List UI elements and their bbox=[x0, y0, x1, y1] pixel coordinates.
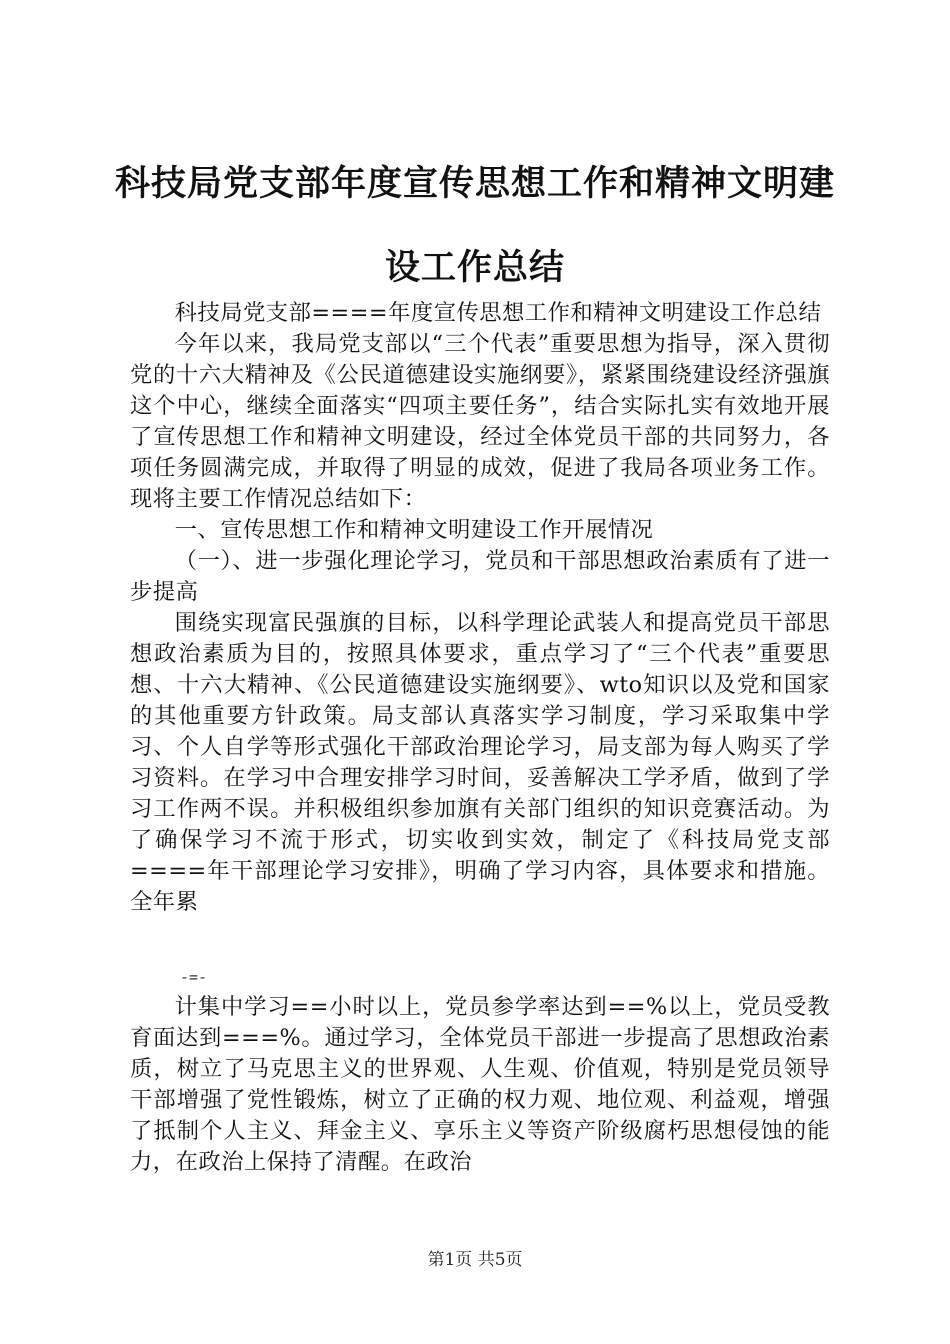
paragraph-intro: 今年以来，我局党支部以“三个代表”重要思想为指导，深入贯彻党的十六大精神及《公民道德建设实施纲要》，紧紧围绕建设经济强旗这个中心，继续全面落实“四项主要任务”，结合实际扎实有效地开展了宣传思想工作和精神文明建设，经过全体党员干部的共同努力，各项任务圆满完成，并取得了明显的成效，促进了我局各项业务工作。现将主要工作情况总结如下： bbox=[130, 331, 830, 512]
document-body-continued bbox=[130, 992, 830, 1178]
document-body bbox=[130, 298, 830, 918]
section-heading: 一、宣传思想工作和精神文明建设工作开展情况 bbox=[174, 517, 654, 543]
paragraph-heading: 科技局党支部====年度宣传思想工作和精神文明建设工作总结 bbox=[174, 300, 822, 326]
page-separator: -=- bbox=[180, 968, 208, 986]
page-footer: 第1页 共5页 bbox=[427, 1250, 523, 1270]
document-title-line-1: 科技局党支部年度宣传思想工作和精神文明建 bbox=[114, 164, 835, 204]
document-title-line-2: 设工作总结 bbox=[384, 248, 565, 288]
paragraph-study: 围绕实现富民强旗的目标，以科学理论武装人和提高党员干部思想政治素质为目的，按照具体要求，重点学习了“三个代表”重要思想、十六大精神、《公民道德建设实施纲要》、wto知识以及党和国家的其他重要方针政策。局支部认真落实学习制度，学习采取集中学习、个人自学等形式强化干部政治理论学习，局支部为每人购买了学习资料。在学习中合理安排学习时间，妥善解决工学矛盾，做到了学习工作两不误。并积极组织参加旗有关部门组织的知识竞赛活动。为了确保学习不流于形式，切实收到实效，制定了《科技局党支部====年干部理论学习安排》，明确了学习内容，具体要求和措施。全年累 bbox=[130, 610, 830, 915]
subsection-heading: （一）、进一步强化理论学习，党员和干部思想政治素质有了进一步提高 bbox=[130, 548, 830, 605]
paragraph-continued: 计集中学习==小时以上，党员参学率达到==%以上，党员受教育面达到===%。通过学习，全体党员干部进一步提高了思想政治素质，树立了马克思主义的世界观、人生观、价值观，特别是党员领导干部增强了党性锻炼，树立了正确的权力观、地位观、利益观，增强了抵制个人主义、拜金主义、享乐主义等资产阶级腐朽思想侵蚀的能力，在政治上保持了清醒。在政治 bbox=[130, 994, 830, 1175]
